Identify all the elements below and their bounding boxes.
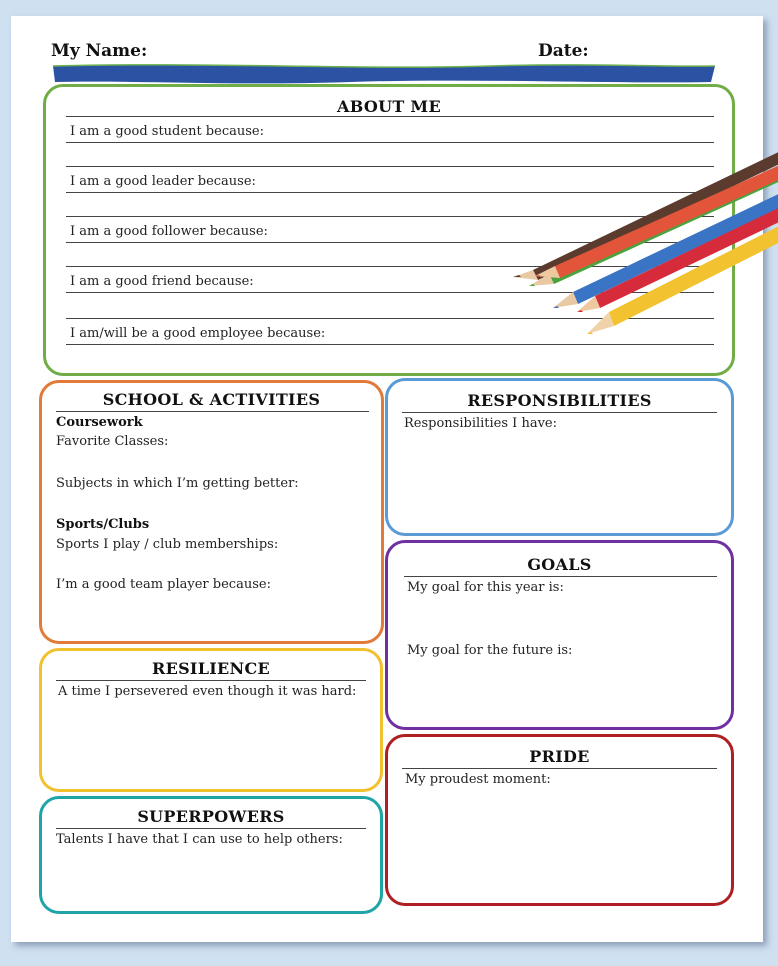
date-label: Date: [538, 41, 589, 61]
title-rule [56, 828, 366, 829]
favorite-classes-prompt: Favorite Classes: [56, 434, 169, 449]
title-rule [402, 412, 717, 413]
about-me-title: ABOUT ME [337, 97, 441, 116]
superpowers-prompt: Talents I have that I can use to help others: [56, 832, 343, 847]
prompt-good-friend: I am a good friend because: [70, 274, 254, 289]
title-rule [56, 680, 366, 681]
pride-box [385, 734, 734, 906]
superpowers-box [39, 796, 383, 914]
prompt-good-leader: I am a good leader because: [70, 174, 256, 189]
coursework-heading: Coursework [56, 415, 143, 430]
goal-this-year-prompt: My goal for this year is: [407, 580, 564, 595]
superpowers-title: SUPERPOWERS [137, 807, 285, 826]
goals-box [385, 540, 734, 730]
goal-future-prompt: My goal for the future is: [407, 643, 573, 658]
title-rule [402, 768, 717, 769]
responsibilities-title: RESPONSIBILITIES [467, 391, 652, 410]
title-rule [66, 116, 714, 117]
prompt-good-employee: I am/will be a good employee because: [70, 326, 326, 341]
resilience-prompt: A time I persevered even though it was hard: [58, 684, 357, 699]
sports-memberships-prompt: Sports I play / club memberships: [56, 537, 279, 552]
pride-prompt: My proudest moment: [405, 772, 551, 787]
title-rule [56, 411, 369, 412]
prompt-good-follower: I am a good follower because: [70, 224, 268, 239]
prompt-good-student: I am a good student because: [70, 124, 264, 139]
pride-title: PRIDE [529, 747, 590, 766]
title-rule [404, 576, 717, 577]
header-banner [51, 64, 717, 86]
sports-clubs-heading: Sports/Clubs [56, 517, 150, 532]
goals-title: GOALS [527, 555, 592, 574]
resilience-title: RESILIENCE [151, 659, 270, 678]
my-name-label: My Name: [51, 41, 148, 61]
resilience-box [39, 648, 383, 792]
colored-pencils-icon [511, 136, 778, 346]
school-activities-title: SCHOOL & ACTIVITIES [102, 390, 321, 409]
worksheet-page [11, 16, 763, 942]
responsibilities-box [385, 378, 734, 536]
team-player-prompt: I’m a good team player because: [56, 577, 271, 592]
subjects-better-prompt: Subjects in which I’m getting better: [56, 476, 299, 491]
school-activities-box [39, 380, 384, 644]
responsibilities-prompt: Responsibilities I have: [404, 416, 557, 431]
